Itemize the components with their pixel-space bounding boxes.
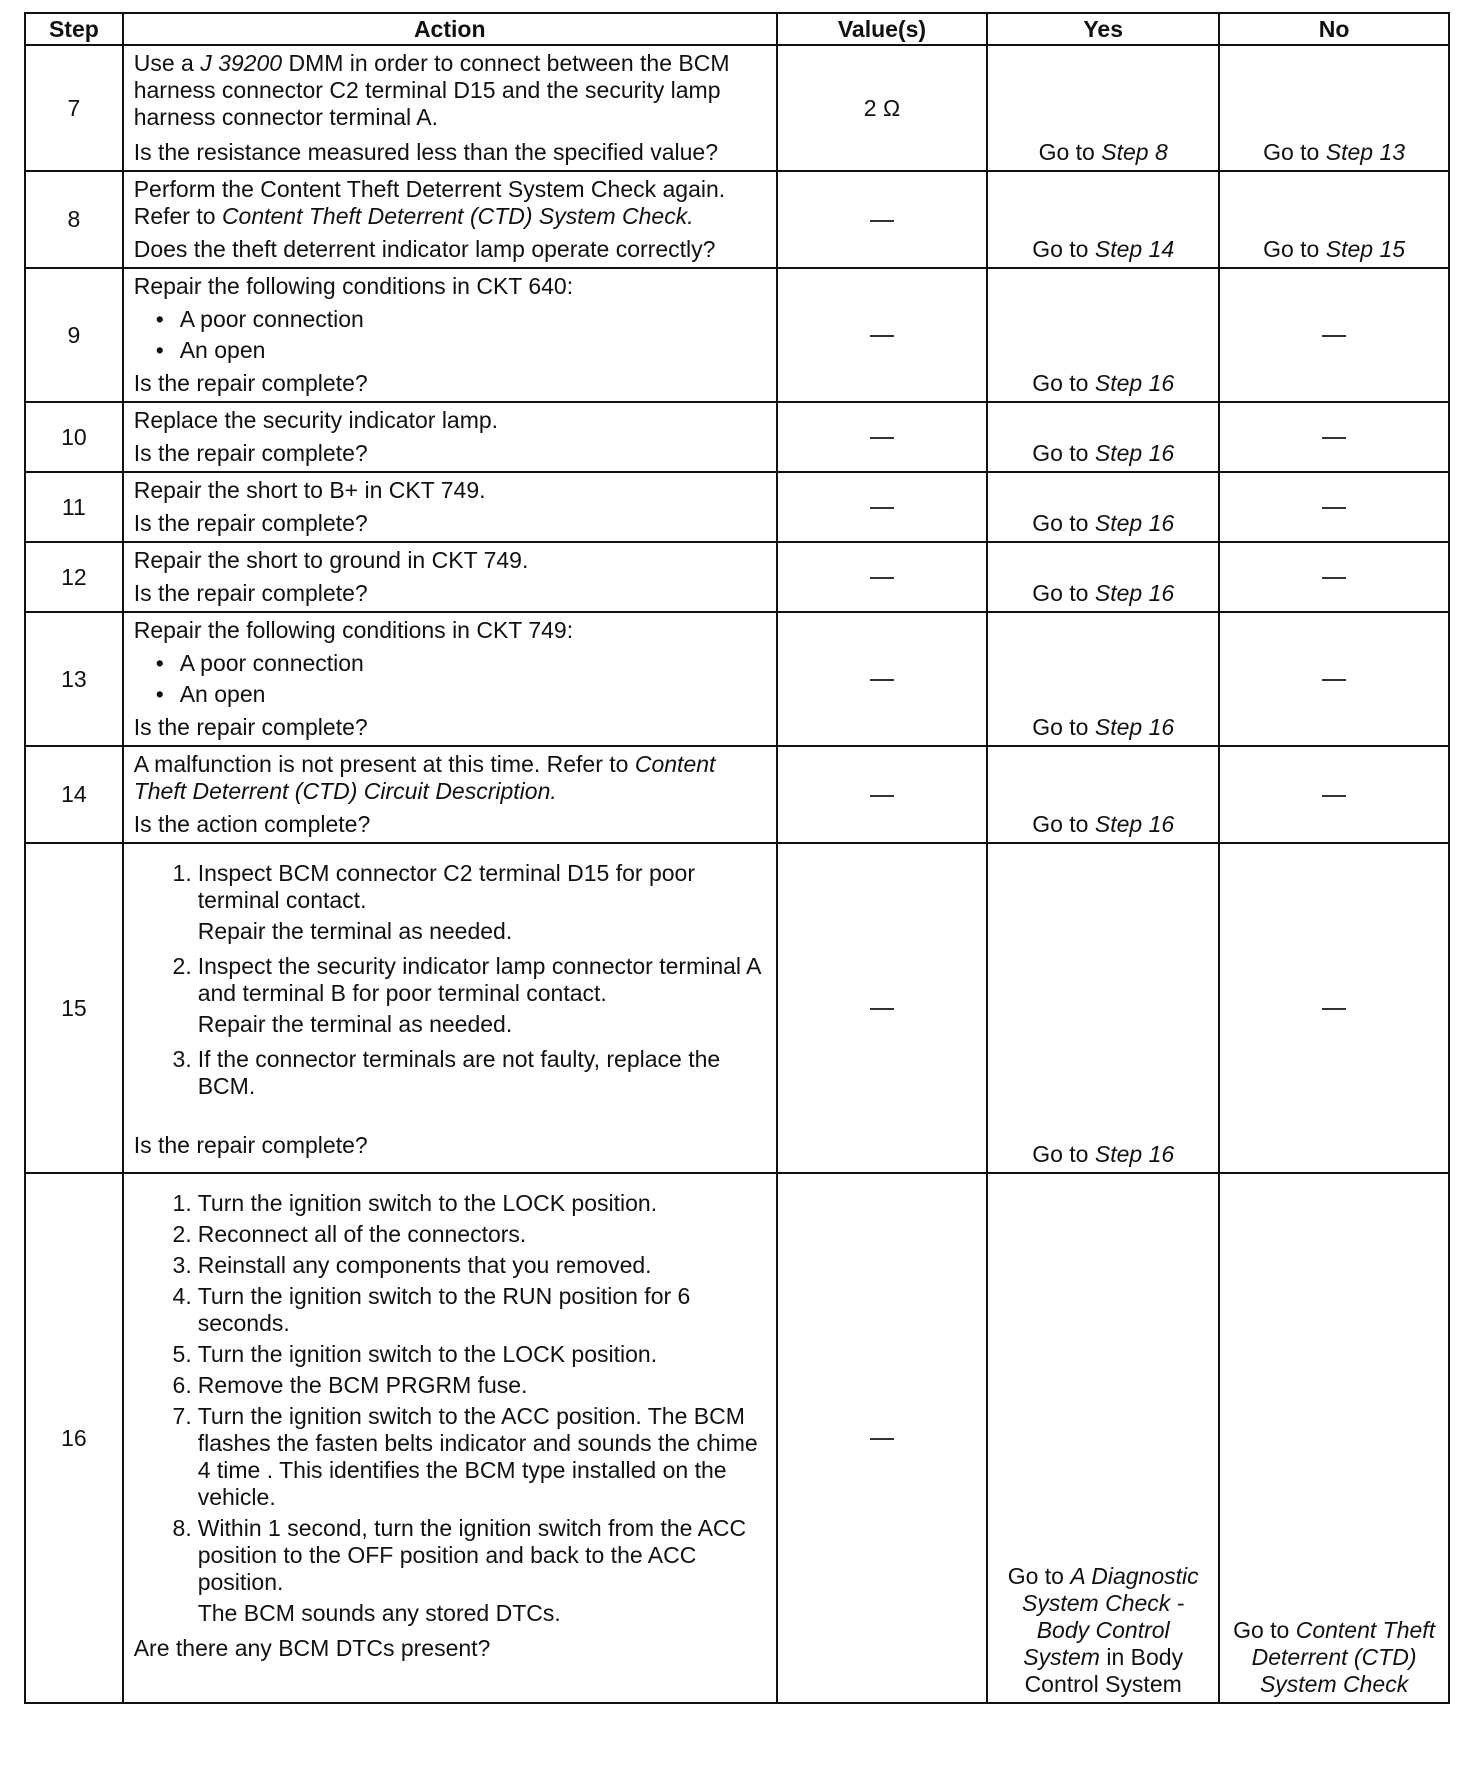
yes-cell: Go to Step 8 xyxy=(987,45,1219,171)
header-no: No xyxy=(1219,13,1449,45)
reference-link[interactable]: Content Theft Deterrent (CTD) Circuit Description. xyxy=(133,751,716,804)
dash-mark xyxy=(870,679,894,681)
no-cell xyxy=(1219,268,1449,402)
list-item: • An open xyxy=(156,681,766,708)
dash-mark xyxy=(870,335,894,337)
step-number: 15 xyxy=(25,843,123,1173)
action-text: Use a J 39200 DMM in order to connect between the BCM harness connector C2 terminal D15 and the security lamp harness connector terminal A. xyxy=(133,50,730,130)
action-question: Does the theft deterrent indicator lamp operate correctly? xyxy=(133,236,716,262)
list-item: 3. Reinstall any components that you removed. xyxy=(172,1252,652,1278)
dash-mark xyxy=(1322,795,1346,797)
table-row xyxy=(25,746,1449,843)
list-item: 3. If the connector terminals are not faulty, replace the BCM. xyxy=(172,1046,721,1099)
step-link[interactable]: Step 15 xyxy=(1325,236,1406,262)
action-cell xyxy=(123,45,777,171)
yes-cell: Go to Step 16 xyxy=(987,268,1219,402)
step-number: 8 xyxy=(25,171,123,268)
table-row xyxy=(25,843,1449,1173)
step-link[interactable]: Step 14 xyxy=(1094,236,1175,262)
header-values: Value(s) xyxy=(777,13,987,45)
step-link[interactable]: Step 16 xyxy=(1094,580,1175,606)
yes-cell: Go to Step 16 xyxy=(987,746,1219,843)
action-cell xyxy=(123,746,777,843)
dash-mark xyxy=(1322,679,1346,681)
diagnostic-table-page xyxy=(24,12,1450,1704)
yes-cell: Go to Step 16 xyxy=(987,843,1219,1173)
list-item: 5. Turn the ignition switch to the LOCK position. xyxy=(172,1341,658,1367)
list-item: 8. Within 1 second, turn the ignition switch from the ACC position to the OFF position and back to the ACC position. xyxy=(172,1515,747,1595)
action-cell xyxy=(123,843,777,1173)
action-question: Is the repair complete? xyxy=(133,1132,368,1158)
list-item-note: Repair the terminal as needed. xyxy=(197,1011,513,1037)
dash-mark xyxy=(1322,437,1346,439)
no-cell: Go to Step 13 xyxy=(1219,45,1449,171)
value-cell xyxy=(777,612,987,746)
list-item-note: The BCM sounds any stored DTCs. xyxy=(197,1600,561,1626)
dash-mark xyxy=(870,220,894,222)
bullet-list xyxy=(134,306,766,364)
list-item: 2. Reconnect all of the connectors. xyxy=(172,1221,527,1247)
yes-cell: Go to Step 16 xyxy=(987,612,1219,746)
yes-cell: Go to Step 16 xyxy=(987,472,1219,542)
table-row xyxy=(25,472,1449,542)
step-link[interactable]: Step 16 xyxy=(1094,1141,1175,1167)
dash-mark xyxy=(870,507,894,509)
dash-mark xyxy=(870,1438,894,1440)
dash-mark xyxy=(870,437,894,439)
numbered-list xyxy=(134,860,766,1100)
no-cell xyxy=(1219,402,1449,472)
action-text: Repair the following conditions in CKT 640: xyxy=(133,273,574,299)
action-question: Is the repair complete? xyxy=(133,510,368,536)
action-text: A malfunction is not present at this time. Refer to Content Theft Deterrent (CTD) Circuit Description. xyxy=(133,751,716,804)
value-cell xyxy=(777,1173,987,1703)
table-row xyxy=(25,402,1449,472)
no-cell xyxy=(1219,612,1449,746)
step-number: 13 xyxy=(25,612,123,746)
dash-mark xyxy=(1322,507,1346,509)
action-cell xyxy=(123,1173,777,1703)
no-cell xyxy=(1219,843,1449,1173)
action-text: Repair the short to ground in CKT 749. xyxy=(133,547,529,573)
table-row xyxy=(25,171,1449,268)
value-cell xyxy=(777,268,987,402)
action-question: Is the resistance measured less than the specified value? xyxy=(133,139,718,165)
list-item: 1. Turn the ignition switch to the LOCK position. xyxy=(172,1190,658,1216)
action-question: Is the repair complete? xyxy=(133,440,368,466)
action-question: Is the repair complete? xyxy=(133,714,368,740)
step-number: 16 xyxy=(25,1173,123,1703)
action-cell xyxy=(123,171,777,268)
dash-mark xyxy=(1322,335,1346,337)
action-text: Perform the Content Theft Deterrent System Check again. Refer to Content Theft Deterrent (CTD) System Check. xyxy=(133,176,726,229)
reference-link[interactable]: Content Theft Deterrent (CTD) System Check. xyxy=(221,203,694,229)
list-item: • A poor connection xyxy=(156,306,766,333)
no-cell: Go to Content Theft Deterrent (CTD) System Check xyxy=(1219,1173,1449,1703)
diagnostic-table xyxy=(24,12,1450,1704)
action-text: Repair the following conditions in CKT 749: xyxy=(133,617,574,643)
action-text: Repair the short to B+ in CKT 749. xyxy=(133,477,486,503)
header-action: Action xyxy=(123,13,777,45)
action-cell xyxy=(123,472,777,542)
reference-link[interactable]: Content Theft Deterrent (CTD) System Check xyxy=(1251,1617,1436,1697)
numbered-list xyxy=(134,1190,766,1627)
list-item: 4. Turn the ignition switch to the RUN position for 6 seconds. xyxy=(172,1283,691,1336)
action-question: Is the action complete? xyxy=(133,811,371,837)
value-cell: 2 Ω xyxy=(777,45,987,171)
value-cell xyxy=(777,402,987,472)
yes-cell: Go to A Diagnostic System Check - Body Control System in Body Control System xyxy=(987,1173,1219,1703)
header-yes: Yes xyxy=(987,13,1219,45)
action-question: Is the repair complete? xyxy=(133,370,368,396)
list-item: 1. Inspect BCM connector C2 terminal D15 for poor terminal contact. xyxy=(172,860,695,913)
action-cell xyxy=(123,268,777,402)
tool-reference: J 39200 xyxy=(200,50,283,76)
action-question: Is the repair complete? xyxy=(133,580,368,606)
dash-mark xyxy=(870,1008,894,1010)
step-number: 9 xyxy=(25,268,123,402)
step-link[interactable]: Step 8 xyxy=(1101,139,1168,165)
value-cell xyxy=(777,472,987,542)
step-link[interactable]: Step 16 xyxy=(1094,510,1175,536)
table-row xyxy=(25,1173,1449,1703)
step-number: 11 xyxy=(25,472,123,542)
action-text: Replace the security indicator lamp. xyxy=(133,407,499,433)
list-item: • A poor connection xyxy=(156,650,766,677)
value-cell xyxy=(777,746,987,843)
step-link[interactable]: Step 16 xyxy=(1094,811,1175,837)
value-cell xyxy=(777,171,987,268)
dash-mark xyxy=(1322,1008,1346,1010)
step-number: 12 xyxy=(25,542,123,612)
step-link[interactable]: Step 13 xyxy=(1325,139,1406,165)
dash-mark xyxy=(1322,577,1346,579)
list-item: 2. Inspect the security indicator lamp connector terminal A and terminal B for poor terminal contact. xyxy=(172,953,761,1006)
step-link[interactable]: Step 16 xyxy=(1094,370,1175,396)
step-number: 10 xyxy=(25,402,123,472)
list-item: • An open xyxy=(156,337,766,364)
no-cell: Go to Step 15 xyxy=(1219,171,1449,268)
reference-link[interactable]: A Diagnostic System Check - Body Control System xyxy=(1022,1563,1199,1670)
list-item: 6. Remove the BCM PRGRM fuse. xyxy=(172,1372,528,1398)
yes-cell: Go to Step 16 xyxy=(987,542,1219,612)
no-cell xyxy=(1219,746,1449,843)
bullet-list xyxy=(134,650,766,708)
table-row xyxy=(25,45,1449,171)
no-cell xyxy=(1219,542,1449,612)
dash-mark xyxy=(870,795,894,797)
action-cell xyxy=(123,402,777,472)
value-cell xyxy=(777,843,987,1173)
step-link[interactable]: Step 16 xyxy=(1094,714,1175,740)
step-number: 14 xyxy=(25,746,123,843)
yes-cell: Go to Step 16 xyxy=(987,402,1219,472)
table-header-row xyxy=(25,13,1449,45)
list-item: 7. Turn the ignition switch to the ACC position. The BCM flashes the fasten belts indicator and sounds the chime 4 time . This identifies the BCM type installed on the vehicle. xyxy=(172,1403,758,1510)
action-cell xyxy=(123,542,777,612)
table-row xyxy=(25,542,1449,612)
step-number: 7 xyxy=(25,45,123,171)
table-row xyxy=(25,268,1449,402)
step-link[interactable]: Step 16 xyxy=(1094,440,1175,466)
action-question: Are there any BCM DTCs present? xyxy=(133,1635,491,1661)
header-step: Step xyxy=(25,13,123,45)
action-cell xyxy=(123,612,777,746)
value-cell xyxy=(777,542,987,612)
yes-cell: Go to Step 14 xyxy=(987,171,1219,268)
table-row xyxy=(25,612,1449,746)
dash-mark xyxy=(870,577,894,579)
list-item-note: Repair the terminal as needed. xyxy=(197,918,513,944)
no-cell xyxy=(1219,472,1449,542)
